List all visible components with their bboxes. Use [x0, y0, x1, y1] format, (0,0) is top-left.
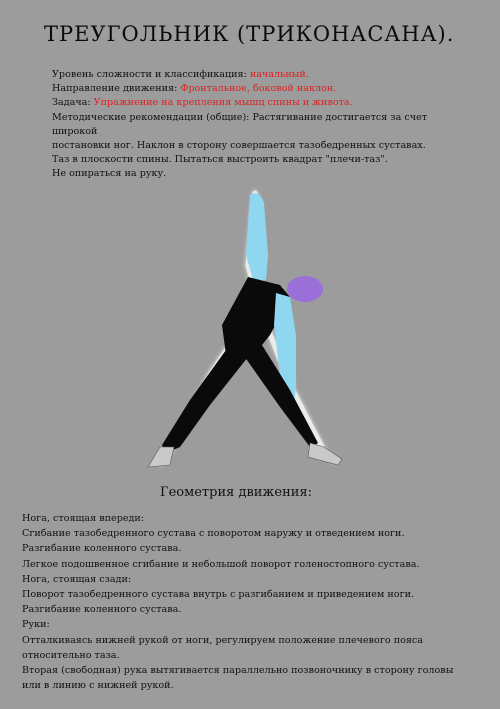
- triangle-pose-figure: [130, 185, 370, 480]
- geometry-line: Отталкиваясь нижней рукой от ноги, регулируем положение плечевого пояса: [22, 634, 424, 646]
- exercise-info: [52, 68, 472, 182]
- back-foot-shape: [148, 447, 174, 467]
- geometry-line: относительно таза.: [22, 649, 120, 661]
- direction-line: Направление движения: Фронтальное, боковой наклон.: [52, 83, 337, 95]
- geometry-line: Вторая (свободная) рука вытягивается параллельно позвоночнику в сторону головы: [22, 665, 454, 677]
- level-line: Уровень сложности и классификация: начальный.: [52, 69, 309, 80]
- method-line-4: Не опираться на руку.: [52, 168, 167, 180]
- geometry-line: Руки:: [22, 619, 50, 631]
- geometry-list: [22, 511, 472, 693]
- method-line-2: постановки ног. Наклон в сторону совершается тазобедренных суставах.: [52, 140, 426, 152]
- method-line-3: Таз в плоскости спины. Пытаться выстроить квадрат "плечи-таз".: [52, 154, 388, 166]
- geometry-line: Разгибание коленного сустава.: [22, 604, 182, 616]
- geometry-line: Нога, стоящая сзади:: [22, 573, 132, 585]
- geometry-line: Сгибание тазобедренного сустава с поворотом наружу и отведением ноги.: [22, 528, 405, 540]
- geometry-line: Поворот тазобедренного сустава внутрь с разгибанием и приведением ноги.: [22, 589, 415, 601]
- level-value: начальный.: [249, 69, 309, 80]
- back-leg-shape: [162, 350, 248, 453]
- front-foot-shape: [308, 443, 342, 465]
- method-line-1: Методические рекомендации (общие): Растягивание достигается за счет широкой: [52, 111, 428, 137]
- geometry-line: Нога, стоящая впереди:: [22, 513, 145, 524]
- task-line: Задача: Упражнение на крепления мышц спины и живота.: [52, 97, 353, 109]
- page-title: ТРЕУГОЛЬНИК (ТРИКОНАСАНА).: [44, 22, 455, 46]
- geometry-line: Легкое подошвенное сгибание и небольшой поворот голеностопного сустава.: [22, 558, 420, 570]
- pose-illustration: [130, 185, 370, 480]
- geometry-line: Разгибание коленного сустава.: [22, 543, 182, 555]
- task-value: Упражнение на крепления мышц спины и живота.: [93, 97, 353, 109]
- head-shape: [287, 276, 323, 302]
- direction-value: Фронтальное, боковой наклон.: [180, 83, 337, 95]
- geometry-line: или в линию с нижней рукой.: [22, 680, 174, 692]
- section-subtitle: Геометрия движения:: [160, 485, 312, 500]
